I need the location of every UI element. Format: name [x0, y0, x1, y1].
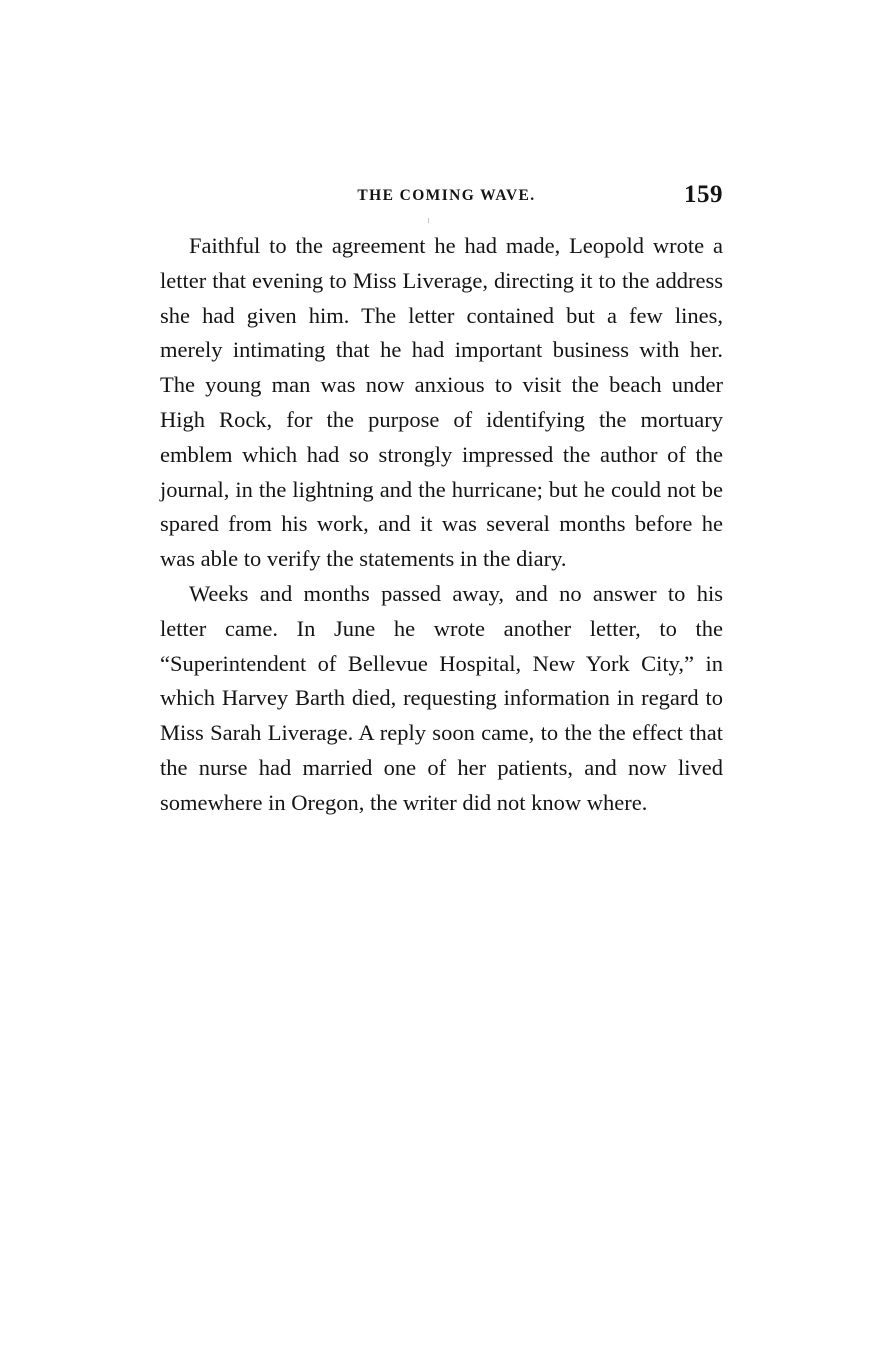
body-text	[160, 229, 723, 821]
paragraph-1: Faithful to the agreement he had made, Leopold wrote a letter that evening to Miss Liverage, directing it to the address she had given him. The letter contained but a few lines, merely intimating that he had important business with her. The young man was now anxious to visit the beach under High Rock, for the purpose of identifying the mortuary emblem which had so strongly impressed the author of the journal, in the lightning and the hurricane; but he could not be spared from his work, and it was several months before he was able to verify the statements in the diary.	[160, 233, 723, 572]
print-mark	[428, 218, 429, 223]
paragraph-2: Weeks and months passed away, and no answer to his letter came. In June he wrote another letter, to the “Superintendent of Bellevue Hospital, New York City,” in which Harvey Barth died, requesting information in regard to Miss Sarah Liverage. A reply soon came, to the the effect that the nurse had married one of her patients, and now lived somewhere in Oregon, the writer did not know where.	[160, 580, 723, 815]
chapter-title: THE COMING WAVE.	[357, 187, 536, 204]
page-number: 159	[684, 181, 723, 208]
running-head	[160, 181, 723, 213]
